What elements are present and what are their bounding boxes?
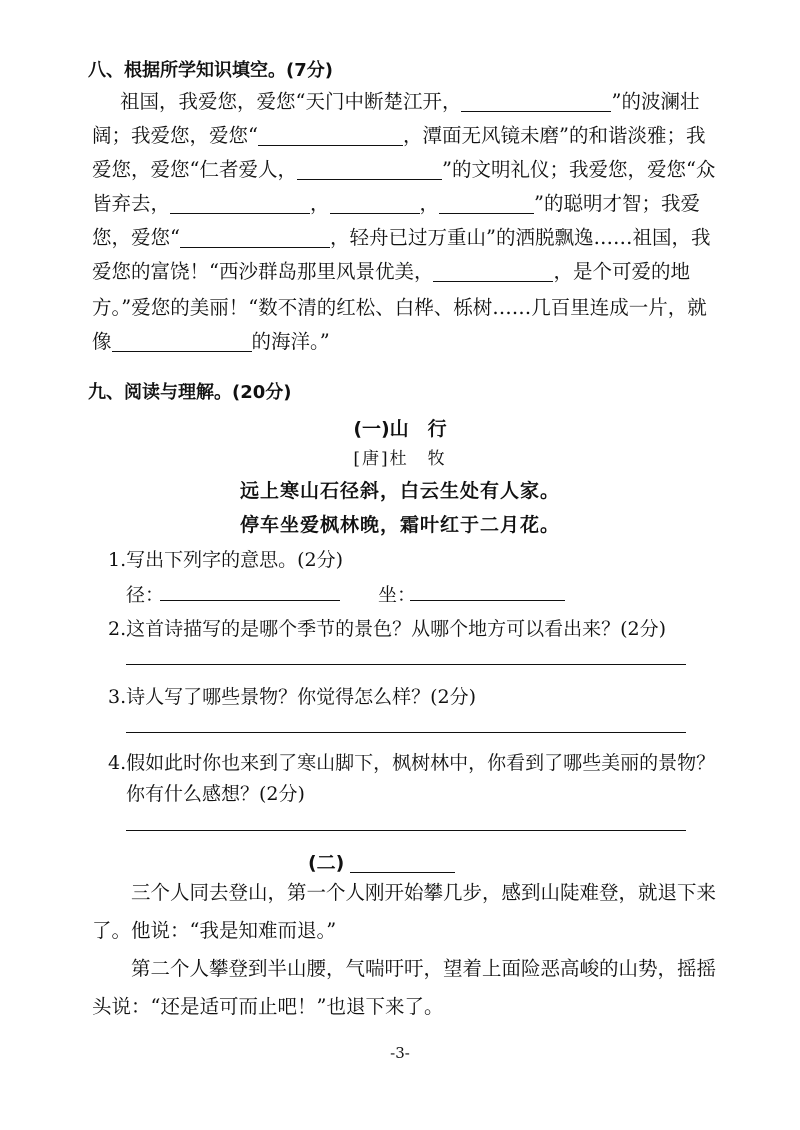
question-1-word-zuo: 坐： xyxy=(378,584,417,606)
question-4: 4.假如此时你也来到了寒山脚下，枫树林中，你看到了哪些美丽的景物？ xyxy=(108,752,716,774)
answer-blank-zuo[interactable] xyxy=(410,600,565,601)
passage-2-line-2: 了。他说：“我是知难而退。” xyxy=(92,919,337,942)
fill-in-line xyxy=(92,290,707,326)
poem-verse-1: 远上寒山石径斜，白云生处有人家。 xyxy=(239,480,560,502)
fill-in-text: 您，爱您“ xyxy=(92,226,180,249)
poem-title: (一)山 行 xyxy=(353,418,447,440)
fill-in-text: 像 xyxy=(92,330,112,353)
answer-blank-jing[interactable] xyxy=(160,600,340,601)
fill-in-text: 方。”爱您的美丽！“数不清的红松、白桦、栎树……几百里连成一片，就 xyxy=(92,296,707,319)
fill-in-blank[interactable] xyxy=(258,123,403,146)
passage-2-line-1: 三个人同去登山，第一个人刚开始攀几步，感到山陡难登，就退下来 xyxy=(92,881,717,904)
passage-2-title-prefix: (二) xyxy=(308,852,345,874)
question-1: 1.写出下列字的意思。(2分) xyxy=(108,549,344,571)
poem-verse-2: 停车坐爱枫林晚，霜叶红于二月花。 xyxy=(239,514,560,536)
answer-line-q3[interactable] xyxy=(126,732,686,733)
answer-line-q2[interactable] xyxy=(126,664,686,665)
section-8-heading: 八、根据所学知识填空。(7分) xyxy=(88,60,333,81)
fill-in-line xyxy=(92,118,706,154)
fill-in-text: 阔；我爱您，爱您“ xyxy=(92,124,258,147)
passage-2-title xyxy=(308,848,455,875)
fill-in-blank[interactable] xyxy=(180,225,330,248)
fill-in-blank[interactable] xyxy=(330,191,420,214)
fill-in-text: 爱您，爱您“仁者爱人， xyxy=(92,158,297,181)
passage-2-line-4: 头说：“还是适可而止吧！”也退下来了。 xyxy=(92,995,444,1018)
fill-in-line xyxy=(92,84,720,120)
fill-in-text: ，轻舟已过万重山”的洒脱飘逸……祖国，我 xyxy=(329,226,711,249)
fill-in-line xyxy=(92,220,711,256)
fill-in-text: ，潭面无风镜未磨”的和谐淡雅；我 xyxy=(402,124,706,147)
fill-in-line xyxy=(92,254,692,290)
fill-in-text: ”的聪明才智；我爱 xyxy=(534,192,701,215)
passage-2-title-blank[interactable] xyxy=(350,850,455,873)
fill-in-text: ”的文明礼仪；我爱您，爱您“众 xyxy=(441,158,716,181)
fill-in-blank[interactable] xyxy=(439,191,534,214)
fill-in-blank[interactable] xyxy=(112,329,252,352)
fill-in-blank[interactable] xyxy=(433,259,553,282)
fill-in-text: ， xyxy=(310,192,330,215)
question-3: 3.诗人写了哪些景物？你觉得怎么样？(2分) xyxy=(108,686,477,708)
passage-2-line-3: 第二个人攀登到半山腰，气喘吁吁，望着上面险恶高峻的山势，摇摇 xyxy=(92,957,717,980)
fill-in-line xyxy=(92,324,692,360)
page-number: -3- xyxy=(390,1044,410,1062)
fill-in-text: 的海洋。” xyxy=(251,330,330,353)
fill-in-line xyxy=(92,186,701,222)
fill-in-text: 祖国，我爱您，爱您“天门中断楚江开， xyxy=(120,90,462,113)
question-2: 2.这首诗描写的是哪个季节的景色？从哪个地方可以看出来？(2分) xyxy=(108,618,667,640)
fill-in-line xyxy=(92,152,716,188)
fill-in-text: ， xyxy=(419,192,440,215)
poem-author: [唐]杜 牧 xyxy=(353,449,447,469)
fill-in-text: ”的波澜壮 xyxy=(611,90,700,113)
question-4-continued: 你有什么感想？(2分) xyxy=(126,783,305,805)
fill-in-text: 爱您的富饶！“西沙群岛那里风景优美， xyxy=(92,260,434,283)
fill-in-text: ，是个可爱的地 xyxy=(553,260,690,283)
fill-in-text: 皆弃去， xyxy=(92,192,171,215)
section-9-heading: 九、阅读与理解。(20分) xyxy=(88,382,292,403)
question-1-word-jing: 径： xyxy=(126,584,165,606)
answer-line-q4[interactable] xyxy=(126,830,686,831)
fill-in-blank[interactable] xyxy=(461,89,611,112)
fill-in-blank[interactable] xyxy=(170,191,310,214)
fill-in-blank[interactable] xyxy=(297,157,442,180)
